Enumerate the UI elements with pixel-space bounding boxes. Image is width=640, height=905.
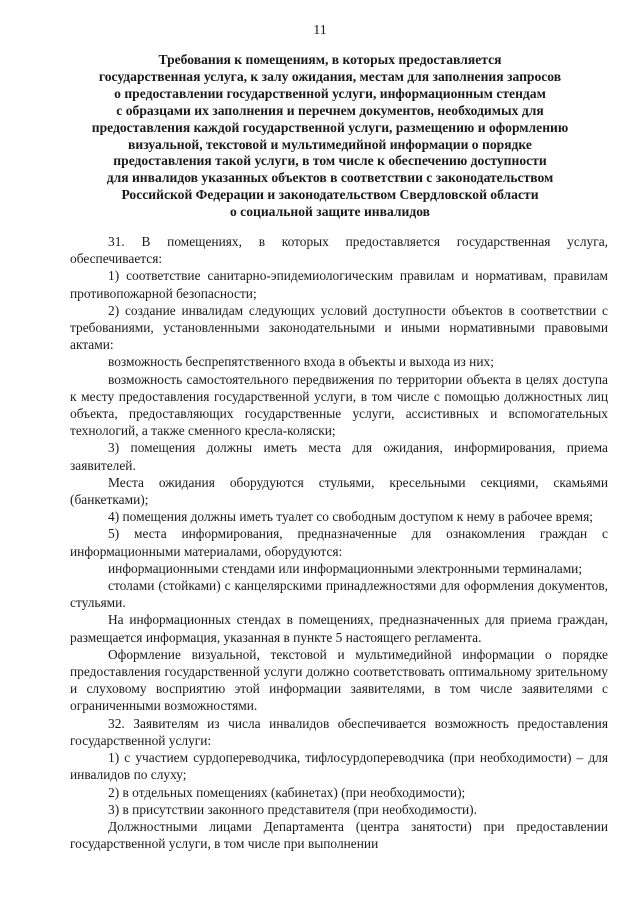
- paragraph: Должностными лицами Департамента (центра занятости) при предоставлении государственной услуги, в том числе при выполнении: [70, 818, 608, 852]
- paragraph: 4) помещения должны иметь туалет со свободным доступом к нему в рабочее время;: [108, 509, 593, 525]
- paragraph: возможность самостоятельного передвижения по территории объекта в целях доступа к месту предоставления государственной услуги, в том числе с помощью должностных лиц объекта, предоставляющих государственные услуги, ассистивных и вспомогательных технологий, а также сменного кресла-коляски;: [70, 371, 608, 439]
- title-line: предоставления каждой государственной услуги, размещению и оформлению: [91, 119, 569, 135]
- paragraph: 3) помещения должны иметь места для ожидания, информирования, приема заявителей.: [70, 440, 608, 473]
- paragraph: 3) в присутствии законного представителя (при необходимости).: [108, 801, 477, 817]
- title-line: Требования к помещениям, в которых предоставляется: [158, 52, 502, 67]
- paragraph: 31. В помещениях, в которых предоставляется государственная услуга, обеспечивается:: [70, 234, 608, 267]
- paragraph: 1) с участием сурдопереводчика, тифлосурдопереводчика (при необходимости) – для инвалидов по слуху;: [70, 750, 608, 783]
- title-line: государственная услуга, к залу ожидания, местам для заполнения запросов: [98, 68, 562, 84]
- paragraph: столами (стойками) с канцелярскими принадлежностями для оформления документов, стульями.: [70, 578, 608, 611]
- paragraph: 5) места информирования, предназначенные для ознакомления граждан с информационными материалами, оборудуются:: [70, 526, 608, 559]
- title-line: Российской Федерации и законодательством Свердловской области: [121, 187, 539, 203]
- section-title: [70, 52, 590, 221]
- title-line: с образцами их заполнения и перечнем документов, необходимых для: [116, 102, 544, 118]
- paragraph: информационными стендами или информационными электронными терминалами;: [108, 560, 583, 576]
- paragraph: Оформление визуальной, текстовой и мультимедийной информации о порядке предоставления государственной услуги должно соответствовать оптимальному зрительному и слуховому восприятию этой информации заявителями, в том числе заявителями с ограниченными возможностями.: [70, 646, 608, 714]
- title-line: визуальной, текстовой и мультимедийной информации о порядке: [128, 136, 532, 152]
- page-number: 11: [313, 23, 327, 38]
- paragraph: 1) соответствие санитарно-эпидемиологическим правилам и нормативам, правилам противопожарной безопасности;: [70, 268, 608, 301]
- title-line: о предоставлении государственной услуги, информационным стендам: [114, 85, 546, 101]
- title-line: для инвалидов указанных объектов в соответствии с законодательством: [106, 170, 554, 186]
- paragraph: 2) в отдельных помещениях (кабинетах) (при необходимости);: [108, 784, 466, 800]
- paragraph: возможность беспрепятственного входа в объекты и выхода из них;: [108, 354, 494, 370]
- paragraph: 2) создание инвалидам следующих условий доступности объектов в соответствии с требованиями, установленными законодательными и иными нормативными правовыми актами:: [70, 302, 608, 353]
- title-line: предоставления такой услуги, в том числе к обеспечению доступности: [113, 153, 547, 169]
- paragraph: Места ожидания оборудуются стульями, кресельными секциями, скамьями (банкетками);: [70, 474, 608, 508]
- paragraph: На информационных стендах в помещениях, предназначенных для приема граждан, размещается информация, указанная в пункте 5 настоящего регламента.: [70, 612, 608, 645]
- paragraph: 32. Заявителям из числа инвалидов обеспечивается возможность предоставления государственной услуги:: [70, 715, 608, 748]
- document-body: [70, 233, 608, 852]
- title-line: о социальной защите инвалидов: [229, 204, 431, 220]
